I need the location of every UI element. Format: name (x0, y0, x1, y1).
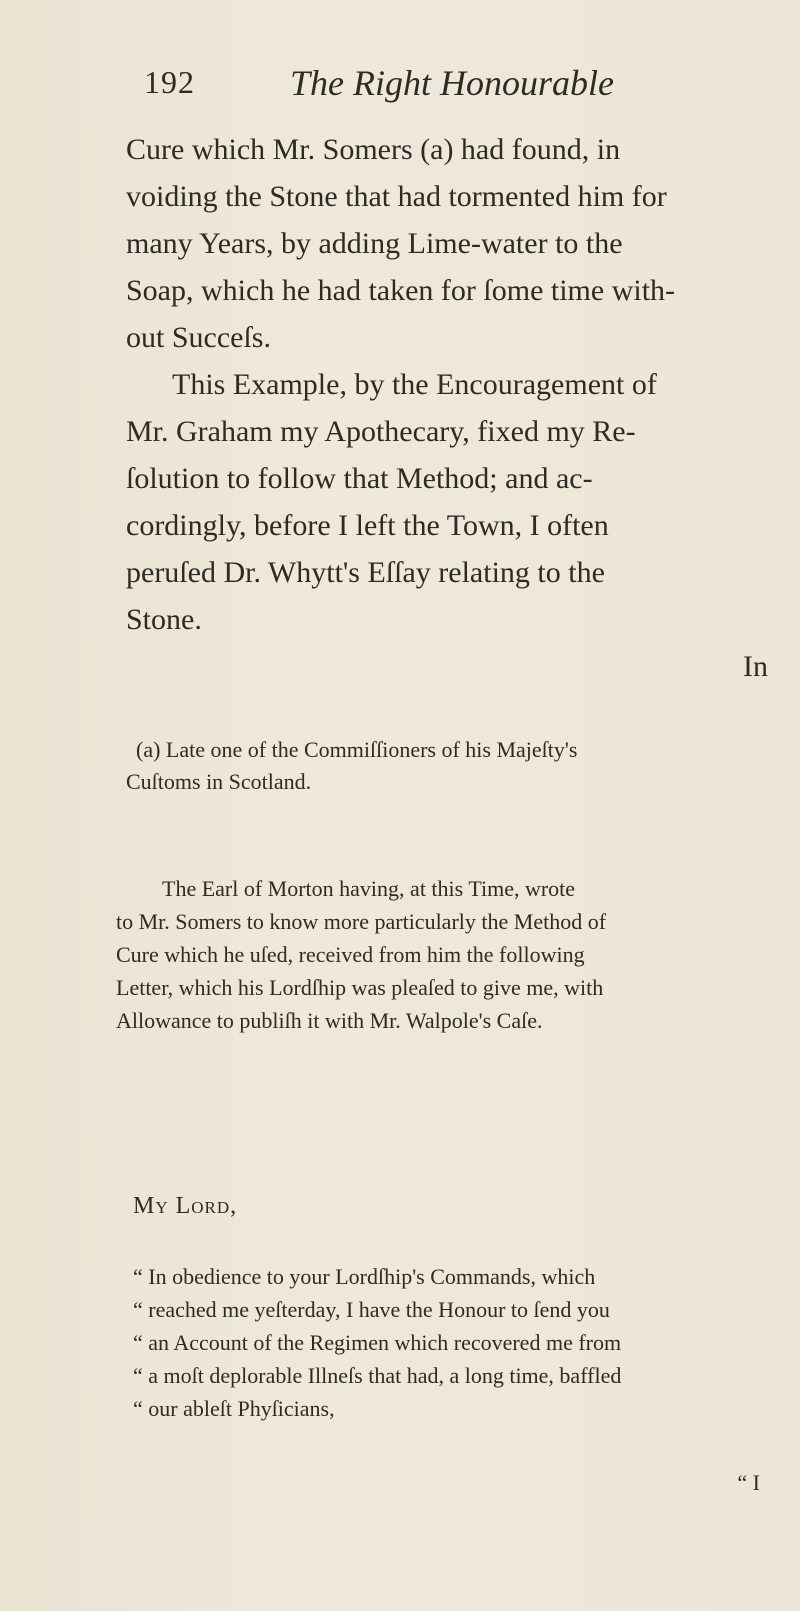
text-line: out Succeſs. (126, 321, 271, 354)
text-line: voiding the Stone that had tormented him for (126, 180, 667, 213)
letter-line: “ In obedience to your Lordſhip's Commands, which (133, 1264, 596, 1289)
letter-line: “ our ableſt Phyſicians, (133, 1396, 335, 1421)
footnote-line: (a) Late one of the Commiſſioners of his Majeſty's (136, 737, 578, 762)
text-line: Stone. (126, 603, 202, 636)
page-catchword: “ I (737, 1470, 760, 1495)
footnote (126, 734, 776, 798)
text-line: Cure which Mr. Somers (a) had found, in (126, 133, 621, 166)
letter-body (108, 1260, 778, 1425)
text-line: to Mr. Somers to know more particularly the Method of (116, 909, 607, 934)
footnote-line: Cuſtoms in Scotland. (126, 769, 312, 794)
text-line: Cure which he uſed, received from him the following (116, 942, 585, 967)
text-line: Allowance to publiſh it with Mr. Walpole's Caſe. (116, 1008, 543, 1033)
main-paragraphs (126, 126, 776, 690)
text-line: ſolution to follow that Method; and ac- (126, 462, 593, 495)
letter-line: “ a moſt deplorable Illneſs that had, a long time, baffled (133, 1363, 622, 1388)
text-line: This Example, by the Encouragement of (172, 368, 657, 401)
page-number: 192 (144, 64, 195, 100)
letter-line: “ reached me yeſterday, I have the Honour to ſend you (133, 1297, 610, 1322)
text-line: Soap, which he had taken for ſome time with- (126, 274, 676, 307)
text-line: many Years, by adding Lime-water to the (126, 227, 623, 260)
letter-salutation: My Lord, (133, 1193, 238, 1219)
text-line: cordingly, before I left the Town, I often (126, 509, 609, 542)
text-line: Letter, which his Lordſhip was pleaſed to give me, with (116, 975, 604, 1000)
text-line: peruſed Dr. Whytt's Eſſay relating to the (126, 556, 605, 589)
text-line: The Earl of Morton having, at this Time, wrote (162, 876, 576, 901)
catchword: In (743, 650, 768, 683)
letter-line: “ an Account of the Regimen which recovered me from (133, 1330, 622, 1355)
letter-introduction (116, 872, 776, 1037)
running-title: The Right Honourable (290, 63, 614, 103)
page-header (140, 62, 760, 112)
text-line: Mr. Graham my Apothecary, fixed my Re- (126, 415, 636, 448)
